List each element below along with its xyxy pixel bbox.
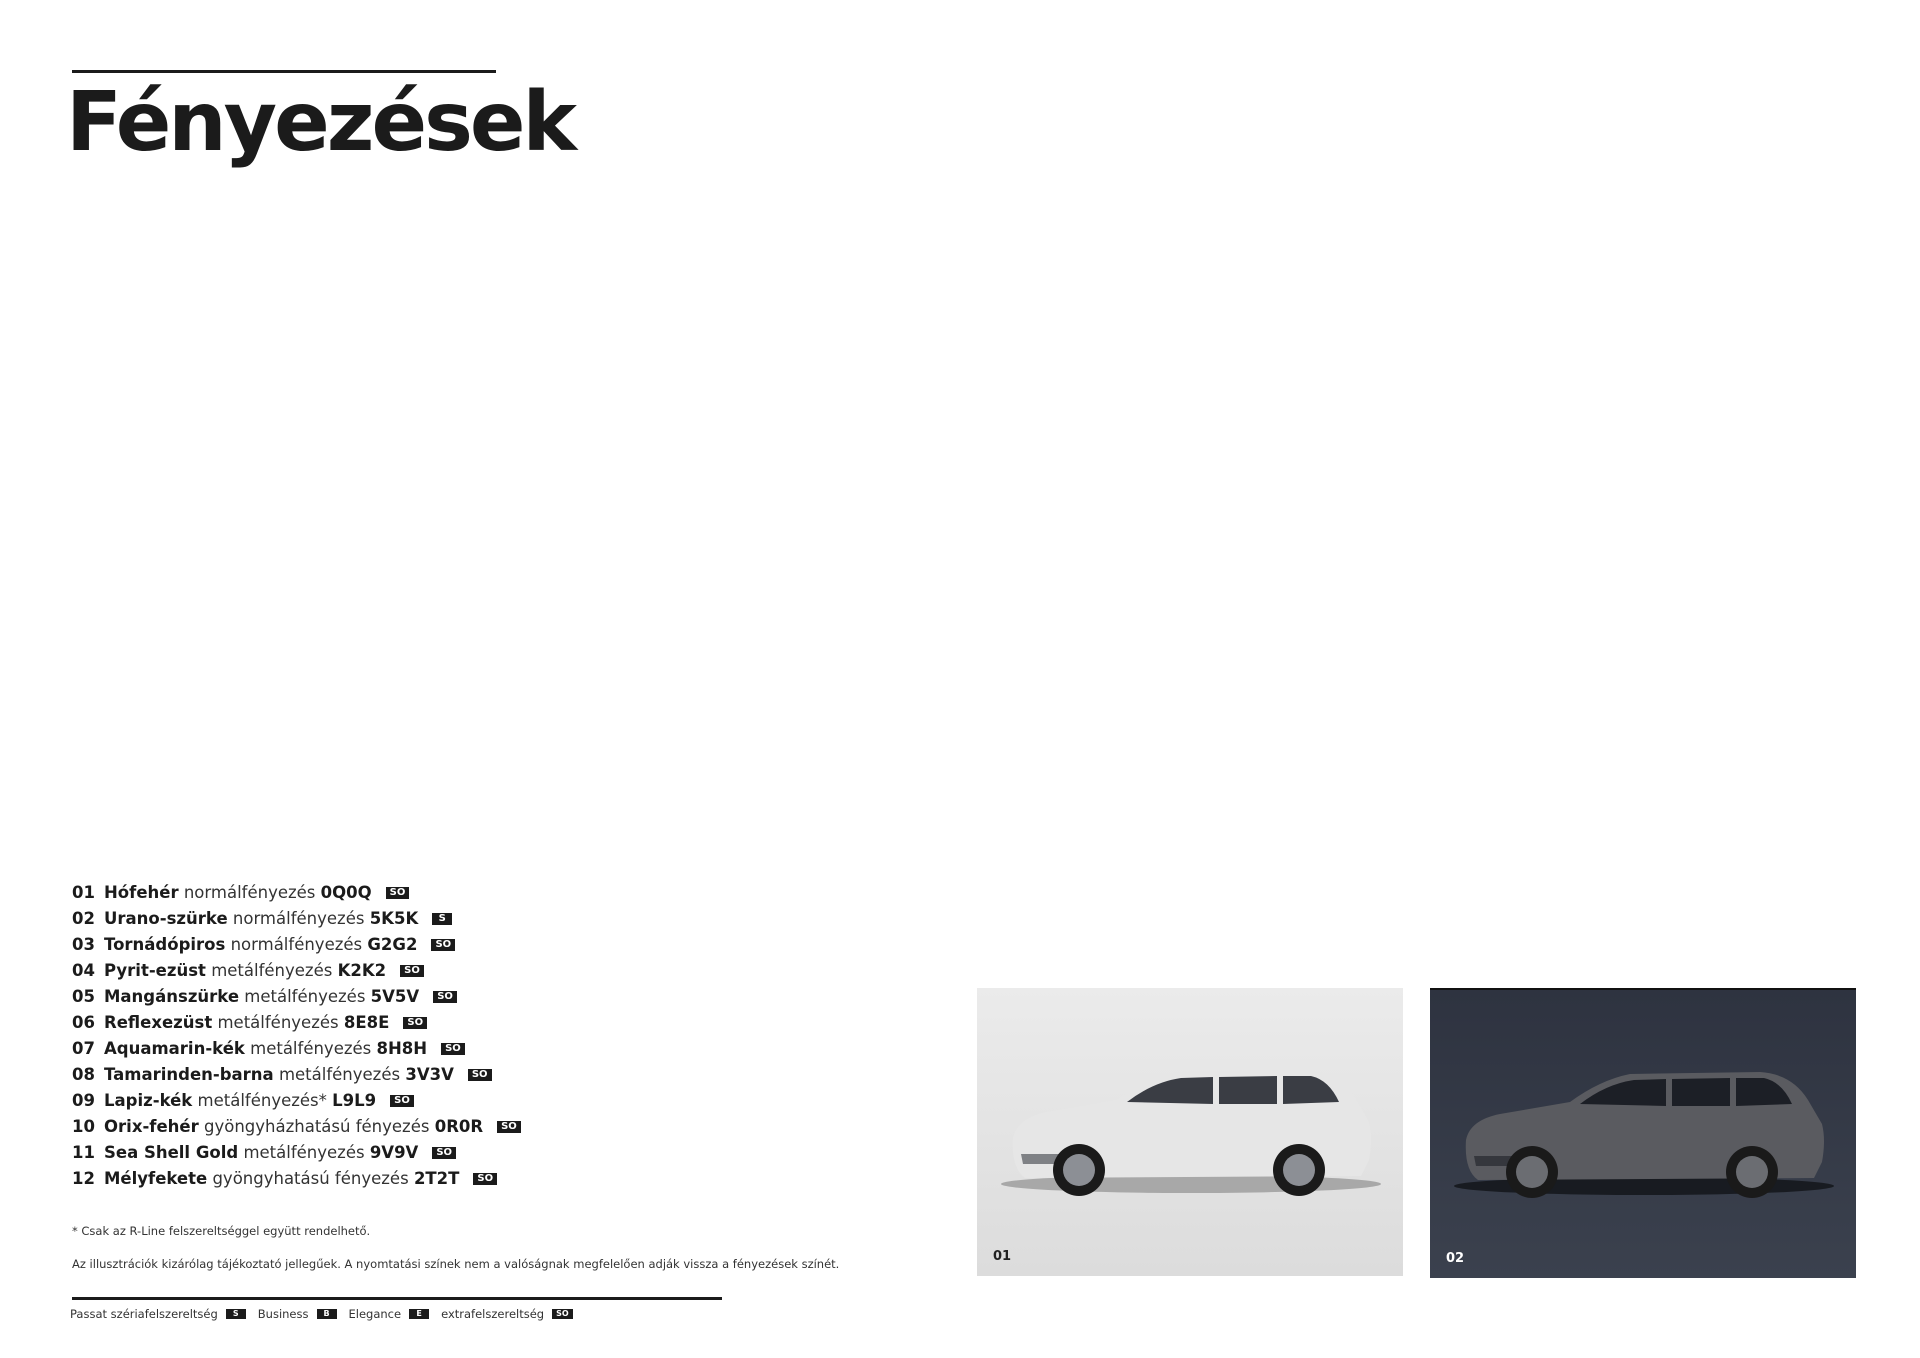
availability-badge: SO bbox=[473, 1173, 497, 1185]
color-number: 11 bbox=[72, 1143, 95, 1162]
color-name: Hófehér bbox=[104, 883, 179, 902]
color-name: Reflexezüst bbox=[104, 1013, 213, 1032]
legend-badge: S bbox=[226, 1309, 246, 1319]
color-type: gyöngyházhatású fényezés bbox=[204, 1117, 430, 1136]
color-code: L9L9 bbox=[332, 1091, 377, 1110]
legend-rule bbox=[72, 1297, 722, 1300]
color-type: metálfényezés bbox=[243, 1143, 365, 1162]
color-name: Tamarinden-barna bbox=[104, 1065, 274, 1084]
color-number: 02 bbox=[72, 909, 95, 928]
color-type: metálfényezés* bbox=[197, 1091, 327, 1110]
legend-item bbox=[258, 1307, 337, 1321]
color-number: 03 bbox=[72, 935, 95, 954]
color-number: 08 bbox=[72, 1065, 95, 1084]
color-type: metálfényezés bbox=[217, 1013, 339, 1032]
legend-label: Passat szériafelszereltség bbox=[70, 1307, 218, 1321]
color-number: 06 bbox=[72, 1013, 95, 1032]
color-item bbox=[72, 1010, 521, 1036]
color-number: 05 bbox=[72, 987, 95, 1006]
availability-badge: SO bbox=[441, 1043, 465, 1055]
color-code: 2T2T bbox=[413, 1169, 460, 1188]
color-code: 0R0R bbox=[434, 1117, 484, 1136]
disclaimer-footnote: Az illusztrációk kizárólag tájékoztató jellegűek. A nyomtatási színek nem a valóságnak megfelelően adják vissza a fényezések színét. bbox=[72, 1257, 840, 1271]
color-name: Urano-szürke bbox=[104, 909, 228, 928]
legend-item bbox=[70, 1307, 246, 1321]
color-type: metálfényezés bbox=[250, 1039, 372, 1058]
color-code: K2K2 bbox=[337, 961, 387, 980]
availability-badge: SO bbox=[433, 991, 457, 1003]
color-number: 10 bbox=[72, 1117, 95, 1136]
legend-item bbox=[349, 1307, 430, 1321]
color-type: metálfényezés bbox=[211, 961, 333, 980]
color-name: Mélyfekete bbox=[104, 1169, 208, 1188]
paint-color-list bbox=[72, 880, 521, 1192]
color-item bbox=[72, 1114, 521, 1140]
color-item bbox=[72, 1062, 521, 1088]
color-code: 8E8E bbox=[343, 1013, 390, 1032]
availability-badge: SO bbox=[432, 1147, 456, 1159]
color-number: 09 bbox=[72, 1091, 95, 1110]
color-type: normálfényezés bbox=[183, 883, 316, 902]
swatch-number: 01 bbox=[993, 1249, 1012, 1264]
color-code: 3V3V bbox=[405, 1065, 454, 1084]
availability-badge: SO bbox=[468, 1069, 492, 1081]
color-code: 9V9V bbox=[369, 1143, 419, 1162]
color-item bbox=[72, 958, 521, 984]
page-title: Fényezések bbox=[66, 75, 575, 170]
color-swatch-02 bbox=[1430, 988, 1856, 1278]
color-code: 5K5K bbox=[369, 909, 419, 928]
color-item bbox=[72, 1088, 521, 1114]
availability-badge: SO bbox=[431, 939, 455, 951]
color-swatch-01 bbox=[977, 988, 1403, 1276]
color-code: 5V5V bbox=[370, 987, 420, 1006]
availability-badge: SO bbox=[497, 1121, 521, 1133]
availability-badge: S bbox=[432, 913, 452, 925]
availability-badge: SO bbox=[390, 1095, 414, 1107]
color-code: 0Q0Q bbox=[320, 883, 372, 902]
color-item bbox=[72, 1140, 521, 1166]
color-name: Pyrit-ezüst bbox=[104, 961, 206, 980]
swatch-number: 02 bbox=[1446, 1251, 1465, 1266]
color-name: Orix-fehér bbox=[104, 1117, 199, 1136]
rline-footnote: * Csak az R-Line felszereltséggel együtt rendelhető. bbox=[72, 1224, 371, 1238]
color-name: Mangánszürke bbox=[104, 987, 240, 1006]
equipment-legend bbox=[70, 1307, 585, 1321]
legend-badge: E bbox=[409, 1309, 429, 1319]
legend-label: extrafelszereltség bbox=[441, 1307, 545, 1321]
color-type: metálfényezés bbox=[278, 1065, 401, 1084]
legend-label: Business bbox=[257, 1307, 309, 1321]
color-number: 04 bbox=[72, 961, 95, 980]
color-name: Aquamarin-kék bbox=[104, 1039, 245, 1058]
color-number: 12 bbox=[72, 1169, 95, 1188]
title-rule bbox=[72, 70, 496, 73]
color-name: Sea Shell Gold bbox=[104, 1143, 239, 1162]
color-name: Lapiz-kék bbox=[104, 1091, 193, 1110]
color-item bbox=[72, 984, 521, 1010]
color-item bbox=[72, 880, 521, 906]
color-item bbox=[72, 932, 521, 958]
legend-badge: SO bbox=[552, 1309, 573, 1319]
color-item bbox=[72, 906, 521, 932]
color-type: normálfényezés bbox=[230, 935, 363, 954]
color-type: metálfényezés bbox=[244, 987, 366, 1006]
color-name: Tornádópiros bbox=[104, 935, 226, 954]
legend-item bbox=[441, 1307, 573, 1321]
legend-badge: B bbox=[317, 1309, 337, 1319]
color-item bbox=[72, 1036, 521, 1062]
color-code: G2G2 bbox=[367, 935, 418, 954]
availability-badge: SO bbox=[403, 1017, 427, 1029]
color-item bbox=[72, 1166, 521, 1192]
color-number: 01 bbox=[72, 883, 95, 902]
color-code: 8H8H bbox=[376, 1039, 428, 1058]
color-number: 07 bbox=[72, 1039, 95, 1058]
color-type: normálfényezés bbox=[232, 909, 365, 928]
legend-label: Elegance bbox=[348, 1307, 402, 1321]
availability-badge: SO bbox=[386, 887, 410, 899]
availability-badge: SO bbox=[400, 965, 424, 977]
color-type: gyöngyhatású fényezés bbox=[212, 1169, 409, 1188]
